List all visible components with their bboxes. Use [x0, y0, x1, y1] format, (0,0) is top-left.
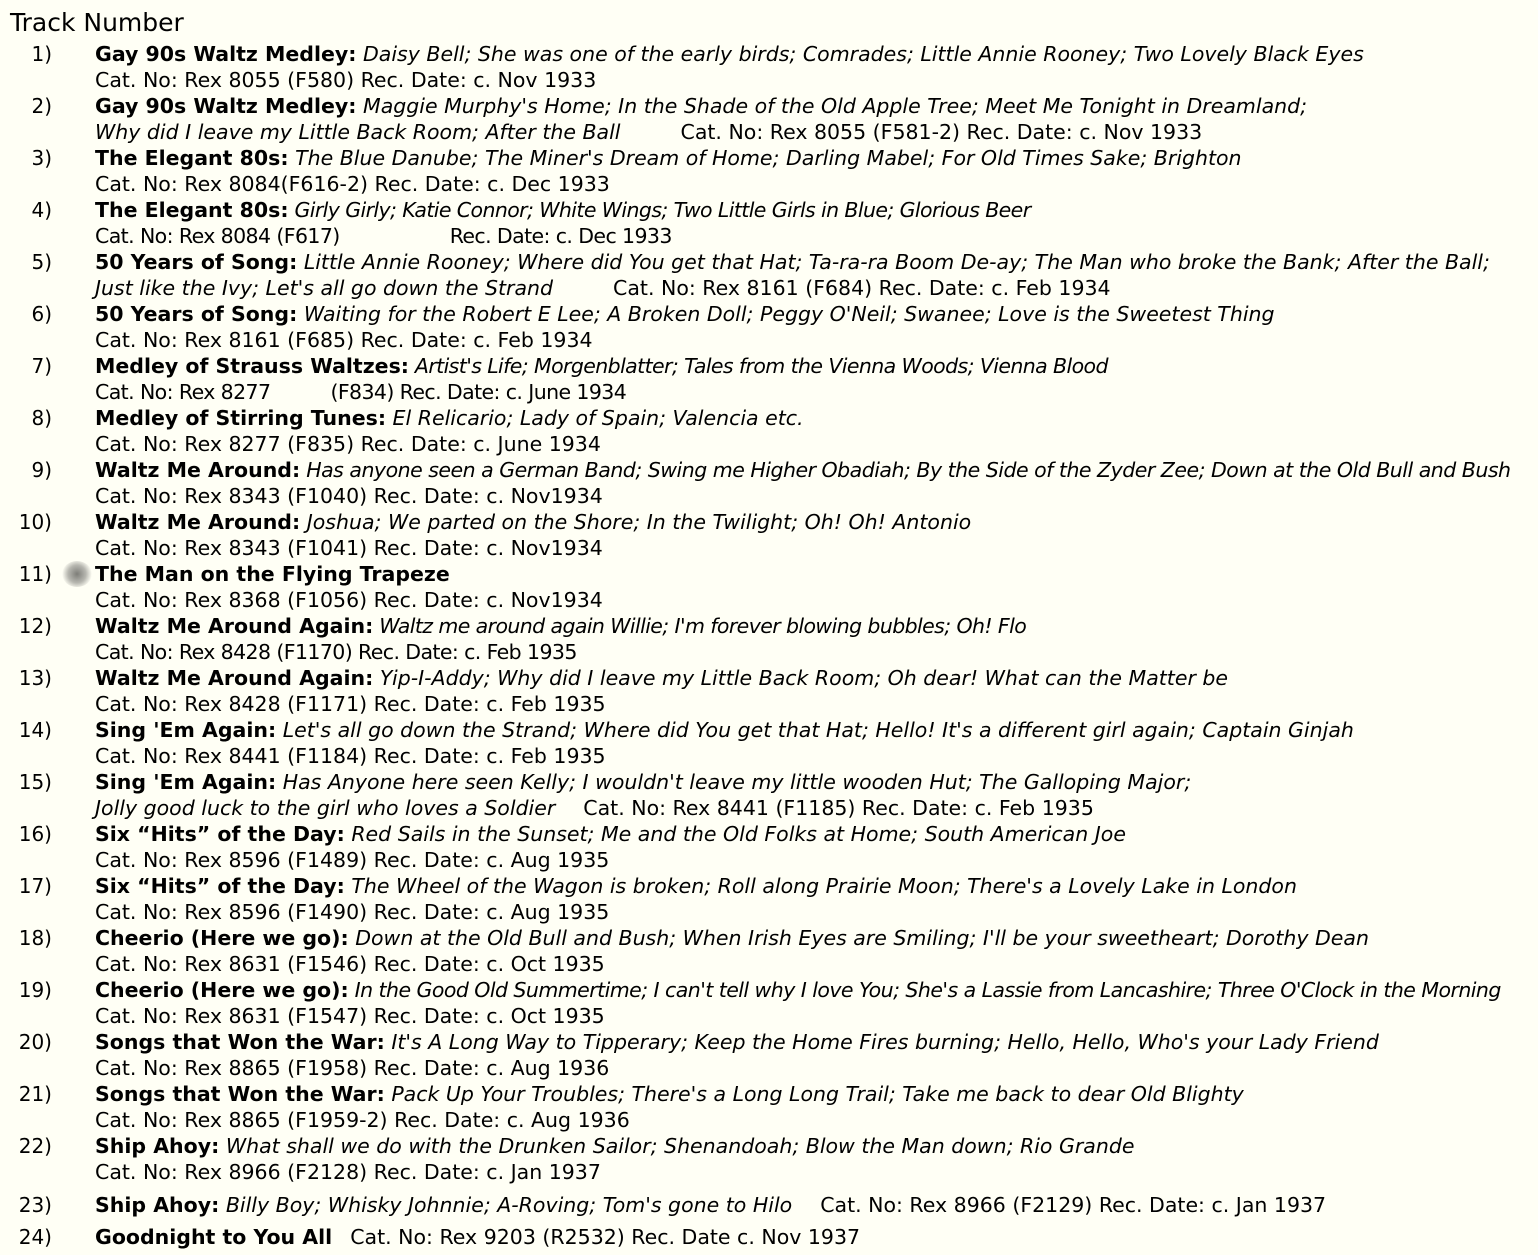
track-songs-continued: Just like the Ivy; Let's all go down the Strand	[95, 276, 554, 300]
track-catalog: Cat. No: Rex 8055 (F581-2) Rec. Date: c. Nov 1933	[680, 120, 1203, 144]
track-songs: Has anyone seen a German Band; Swing me Higher Obadiah; By the Side of the Zyder Zee; Down at the Old Bull and Bush	[306, 458, 1511, 482]
track-catalog: Cat. No: Rex 8966 (F2129) Rec. Date: c. Jan 1937	[820, 1193, 1327, 1217]
track-number: 5)	[31, 250, 52, 274]
track-title: Six “Hits” of the Day:	[95, 874, 345, 898]
track-number: 3)	[31, 146, 52, 170]
track-catalog-date: (F834) Rec. Date: c. June 1934	[330, 380, 627, 404]
track-title: Songs that Won the War:	[95, 1082, 385, 1106]
track-songs: Pack Up Your Troubles; There's a Long Long Trail; Take me back to dear Old Blighty	[391, 1082, 1244, 1106]
track-catalog: Cat. No: Rex 8631 (F1546) Rec. Date: c. Oct 1935	[95, 952, 605, 976]
track-number: 9)	[31, 458, 52, 482]
track-title: The Man on the Flying Trapeze	[95, 562, 450, 586]
track-number: 22)	[18, 1134, 52, 1158]
track-title: Sing 'Em Again:	[95, 718, 277, 742]
track-songs: Joshua; We parted on the Shore; In the Twilight; Oh! Oh! Antonio	[306, 510, 972, 534]
track-catalog-date: Rec. Date: c. Dec 1933	[449, 224, 672, 248]
track-title: Waltz Me Around:	[95, 458, 301, 482]
track-number: 19)	[18, 978, 52, 1002]
track-title: Waltz Me Around Again:	[95, 614, 374, 638]
track-catalog: Cat. No: Rex 8084 (F617)	[95, 224, 340, 248]
track-title: 50 Years of Song:	[95, 250, 298, 274]
track-number: 17)	[18, 874, 52, 898]
track-number: 4)	[31, 198, 52, 222]
track-catalog: Cat. No: Rex 8277	[95, 380, 271, 404]
track-title: Waltz Me Around Again:	[95, 666, 374, 690]
track-number: 15)	[18, 770, 52, 794]
page-title: Track Number	[10, 8, 184, 37]
track-title: Goodnight to You All	[95, 1225, 333, 1249]
track-title: 50 Years of Song:	[95, 302, 298, 326]
track-title: Ship Ahoy:	[95, 1134, 220, 1158]
track-title: Sing 'Em Again:	[95, 770, 277, 794]
track-title: Gay 90s Waltz Medley:	[95, 42, 357, 66]
track-number: 18)	[18, 926, 52, 950]
track-catalog: Cat. No: Rex 8161 (F685) Rec. Date: c. Feb 1934	[95, 328, 593, 352]
track-catalog: Cat. No: Rex 8428 (F1171) Rec. Date: c. Feb 1935	[95, 692, 606, 716]
track-catalog: Cat. No: Rex 8343 (F1041) Rec. Date: c. Nov1934	[95, 536, 603, 560]
track-songs: Billy Boy; Whisky Johnnie; A-Roving; Tom's gone to Hilo	[225, 1193, 793, 1217]
track-songs: Maggie Murphy's Home; In the Shade of the Old Apple Tree; Meet Me Tonight in Dreamland;	[363, 94, 1308, 118]
track-catalog: Cat. No: Rex 8441 (F1184) Rec. Date: c. Feb 1935	[95, 744, 606, 768]
track-songs: Let's all go down the Strand; Where did You get that Hat; Hello! It's a different girl again; Captain Ginjah	[282, 718, 1354, 742]
track-number: 2)	[31, 94, 52, 118]
track-catalog: Cat. No: Rex 8865 (F1958) Rec. Date: c. Aug 1936	[95, 1056, 610, 1080]
track-catalog: Cat. No: Rex 8368 (F1056) Rec. Date: c. Nov1934	[95, 588, 603, 612]
track-number: 12)	[18, 614, 52, 638]
track-catalog: Cat. No: Rex 8084(F616-2) Rec. Date: c. Dec 1933	[95, 172, 610, 196]
track-songs: It's A Long Way to Tipperary; Keep the Home Fires burning; Hello, Hello, Who's your Lady Friend	[391, 1030, 1379, 1054]
track-title: Medley of Strauss Waltzes:	[95, 354, 409, 378]
track-number: 24)	[18, 1225, 52, 1249]
track-title: Medley of Stirring Tunes:	[95, 406, 387, 430]
track-number: 14)	[18, 718, 52, 742]
track-songs-continued: Why did I leave my Little Back Room; After the Ball	[95, 120, 621, 144]
track-songs: Girly Girly; Katie Connor; White Wings; Two Little Girls in Blue; Glorious Beer	[294, 198, 1031, 222]
track-songs-continued: Jolly good luck to the girl who loves a Soldier	[95, 796, 556, 820]
track-catalog: Cat. No: Rex 8441 (F1185) Rec. Date: c. Feb 1935	[583, 796, 1094, 820]
track-songs: The Wheel of the Wagon is broken; Roll along Prairie Moon; There's a Lovely Lake in London	[351, 874, 1297, 898]
track-number: 20)	[18, 1030, 52, 1054]
track-catalog: Cat. No: Rex 8596 (F1490) Rec. Date: c. Aug 1935	[95, 900, 610, 924]
track-title: Waltz Me Around:	[95, 510, 301, 534]
track-catalog: Cat. No: Rex 8631 (F1547) Rec. Date: c. Oct 1935	[95, 1004, 605, 1028]
track-number: 8)	[31, 406, 52, 430]
track-catalog: Cat. No: Rex 8343 (F1040) Rec. Date: c. Nov1934	[95, 484, 603, 508]
track-catalog: Cat. No: Rex 8161 (F684) Rec. Date: c. Feb 1934	[613, 276, 1111, 300]
track-number: 6)	[31, 302, 52, 326]
track-catalog: Cat. No: Rex 8966 (F2128) Rec. Date: c. Jan 1937	[95, 1160, 601, 1184]
track-songs: Waltz me around again Willie; I'm forever blowing bubbles; Oh! Flo	[379, 614, 1027, 638]
track-songs: What shall we do with the Drunken Sailor; Shenandoah; Blow the Man down; Rio Grande	[225, 1134, 1135, 1158]
track-songs: Down at the Old Bull and Bush; When Irish Eyes are Smiling; I'll be your sweetheart; Dorothy Dean	[355, 926, 1369, 950]
track-catalog: Cat. No: Rex 8428 (F1170) Rec. Date: c. Feb 1935	[95, 640, 577, 664]
track-number: 11)	[18, 562, 52, 586]
track-title: Songs that Won the War:	[95, 1030, 385, 1054]
track-number: 16)	[18, 822, 52, 846]
track-title: Six “Hits” of the Day:	[95, 822, 345, 846]
track-songs: Daisy Bell; She was one of the early birds; Comrades; Little Annie Rooney; Two Lovely Black Eyes	[363, 42, 1364, 66]
track-title: Cheerio (Here we go):	[95, 926, 349, 950]
ink-smudge	[62, 561, 92, 587]
track-catalog: Cat. No: Rex 8596 (F1489) Rec. Date: c. Aug 1935	[95, 848, 610, 872]
track-songs: Yip-I-Addy; Why did I leave my Little Back Room; Oh dear! What can the Matter be	[379, 666, 1229, 690]
track-songs: In the Good Old Summertime; I can't tell why I love You; She's a Lassie from Lancashire; Three O'Clock in the Morning	[354, 978, 1501, 1002]
track-songs: Red Sails in the Sunset; Me and the Old Folks at Home; South American Joe	[351, 822, 1126, 846]
track-catalog: Cat. No: Rex 8277 (F835) Rec. Date: c. June 1934	[95, 432, 601, 456]
track-title: Ship Ahoy:	[95, 1193, 220, 1217]
track-title: The Elegant 80s:	[95, 198, 289, 222]
track-title: Gay 90s Waltz Medley:	[95, 94, 357, 118]
track-number: 7)	[31, 354, 52, 378]
track-songs: Little Annie Rooney; Where did You get that Hat; Ta-ra-ra Boom De-ay; The Man who broke the Bank; After the Ball;	[303, 250, 1490, 274]
track-catalog: Cat. No: Rex 9203 (R2532) Rec. Date c. Nov 1937	[350, 1225, 861, 1249]
track-songs: El Relicario; Lady of Spain; Valencia etc.	[392, 406, 804, 430]
track-songs: Artist's Life; Morgenblatter; Tales from the Vienna Woods; Vienna Blood	[414, 354, 1108, 378]
track-songs: The Blue Danube; The Miner's Dream of Home; Darling Mabel; For Old Times Sake; Brighton	[295, 146, 1242, 170]
track-number: 10)	[18, 510, 52, 534]
track-title: The Elegant 80s:	[95, 146, 289, 170]
track-catalog: Cat. No: Rex 8865 (F1959-2) Rec. Date: c. Aug 1936	[95, 1108, 630, 1132]
track-number: 23)	[18, 1193, 52, 1217]
track-songs: Waiting for the Robert E Lee; A Broken Doll; Peggy O'Neil; Swanee; Love is the Sweetest Thing	[303, 302, 1275, 326]
track-number: 21)	[18, 1082, 52, 1106]
track-title: Cheerio (Here we go):	[95, 978, 349, 1002]
track-number: 13)	[18, 666, 52, 690]
track-number: 1)	[31, 42, 52, 66]
track-catalog: Cat. No: Rex 8055 (F580) Rec. Date: c. Nov 1933	[95, 68, 597, 92]
track-songs: Has Anyone here seen Kelly; I wouldn't leave my little wooden Hut; The Galloping Major;	[282, 770, 1192, 794]
